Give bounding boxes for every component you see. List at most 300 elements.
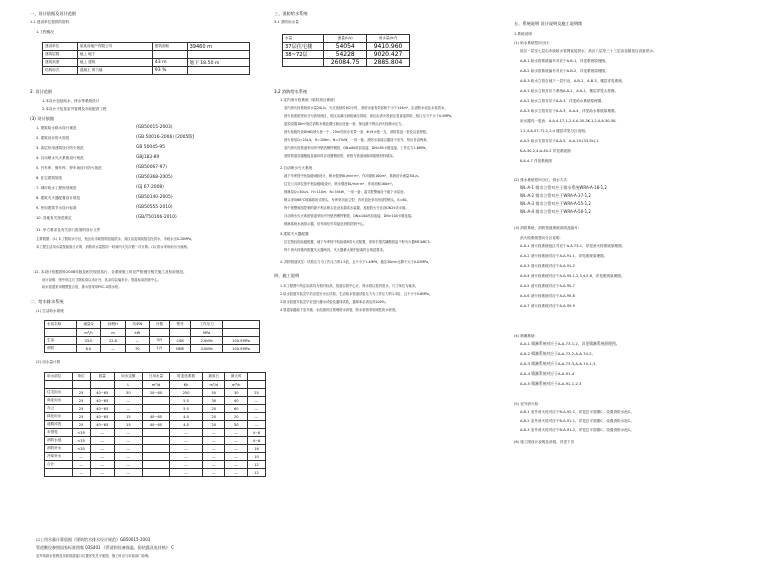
table-cell: 消防 xyxy=(45,345,77,353)
table-cell xyxy=(169,329,190,337)
code-name: 5. 汽车库、修车库、停车场设计防火规范 xyxy=(36,166,102,170)
text-line: A-B-2 室外消火栓对应于B-A-91-1，详见总平面图C，设置消防水池C。 xyxy=(520,419,634,423)
text-line: A-A-5 喷淋系统对应于A-A-91-1,2,3 xyxy=(520,381,582,386)
table-cell: 结构形式 xyxy=(43,67,78,75)
text-line: 自动喷水灭火系统管道采用内外壁热镀锌钢管，DN≤100丝扣连接，DN>100卡箍连接。 xyxy=(284,214,415,218)
text-line: K-A-30-2,4-A-40-2 详见系统图 xyxy=(520,149,571,153)
table-row xyxy=(283,35,410,43)
text-line: A-A-2 喷淋系统对应于A-A-73-2,A-A-74-2, xyxy=(520,351,593,356)
footnote: 以上用水量计算依据《建筑给水排水设计规范》GB50015-2003 xyxy=(36,537,151,542)
text-line: 喷淋系统水流指示器、信号阀信号均接至消防控制中心。 xyxy=(284,222,367,226)
table-cell xyxy=(142,397,170,405)
table-cell: m xyxy=(101,329,125,337)
table-row xyxy=(45,469,266,477)
table-cell xyxy=(72,381,90,389)
table-cell: 消防水池 xyxy=(45,437,73,445)
table-cell: <30 xyxy=(72,445,90,453)
code-number: (GB50067-97) xyxy=(136,165,167,170)
table-cell: 12 xyxy=(247,469,265,477)
table-cell: — xyxy=(247,413,265,421)
text-line: A-A-5 消火栓系统对应于A-A-95-7 xyxy=(520,284,575,288)
code-name: 2. 建筑设计防火规范 xyxy=(36,136,70,140)
table-cell: 冷却补水 xyxy=(45,453,73,461)
table-cell: — xyxy=(115,453,143,461)
text-line: 4. 消防管道试压：试验压力为工作压力的1.5倍，且不小于1.4MPa，稳压30min压降不大于0.05MPa。 xyxy=(280,260,432,264)
code-number: (GB50015-2003) xyxy=(136,125,173,130)
text-line: 消火栓箱内设DN65消火栓一个，25m衬胶水龙带一条，Φ19水枪一支，消防卷盘一套及启泵按钮。 xyxy=(284,130,430,134)
table-cell: 功率N xyxy=(125,321,149,329)
text-line: A-A-4 喷淋系统对应于A-A-91-4 xyxy=(520,371,575,376)
project-label: 1.工程概况 xyxy=(36,30,54,34)
table-row xyxy=(283,51,410,59)
table-row xyxy=(45,329,260,337)
table-cell: 22.8 xyxy=(101,337,125,345)
table-cell: 地下 18.50 m xyxy=(187,59,249,67)
table-cell xyxy=(187,67,249,75)
code-number: GB 50045-95 xyxy=(136,145,165,150)
item-title: (5) 室外消火栓： xyxy=(514,402,542,406)
table-cell: 250 xyxy=(170,389,203,397)
table-cell: — xyxy=(90,429,114,437)
table-cell: <35 xyxy=(72,429,90,437)
table-cell: — xyxy=(170,437,203,445)
table-cell: 43 m xyxy=(152,59,187,67)
text-line: 1.本工程图中所注标高均为相对标高，管道以管中心计，排水管以管内底计。尺寸单位为毫米。 xyxy=(280,284,419,288)
table-cell xyxy=(149,329,169,337)
table-cell: 25 xyxy=(72,405,90,413)
text-line: A-A-6 消火栓系统对应于A-A-95-8 xyxy=(520,294,575,298)
table-cell: — xyxy=(202,453,224,461)
table-cell: 20 xyxy=(202,413,224,421)
table-cell: 16 xyxy=(247,445,265,453)
table-cell: 2885.804 xyxy=(367,59,410,67)
table-row xyxy=(45,345,260,353)
table-cell: — xyxy=(90,469,114,477)
text-line: 消火栓系统竖向分为高低两区，低区由减压阀组减压供给，高区由消火栓加压泵直接供给，栓口压力不大于0.5MPa。 xyxy=(284,114,455,118)
table-cell xyxy=(247,381,265,389)
table-cell: 25 xyxy=(72,421,90,429)
table-cell: 40~65 xyxy=(142,413,170,421)
code-name: 10. 其他有关规范规定 xyxy=(36,216,72,220)
subsection-title: (1) 生活给水系统 xyxy=(36,309,64,313)
table-cell: CSB xyxy=(169,337,190,345)
code-name: 7. 城市给水工程规划规范 xyxy=(36,186,77,190)
table-row xyxy=(43,59,250,67)
table-row xyxy=(45,397,266,405)
table-cell: 1台 xyxy=(149,345,169,353)
text-line: A-B-1 给水管系统编号对应于A-B-1，详见系统原理图。 xyxy=(520,59,609,63)
item-subtitle: 消火栓系统竖向分区说明： xyxy=(520,236,564,240)
item-title: (4) 喷淋系统： xyxy=(514,334,539,338)
table-cell: 时变化系数 xyxy=(170,373,203,381)
table-cell xyxy=(283,59,324,67)
section-title: 四、施工说明 xyxy=(274,273,300,278)
table-row xyxy=(45,373,266,381)
table-cell: 40~65 xyxy=(90,413,114,421)
water-table xyxy=(44,372,266,477)
table-cell: 20 xyxy=(202,405,224,413)
table-cell: — xyxy=(125,337,149,345)
table-cell: Kh xyxy=(170,381,203,389)
table-cell: m³/d xyxy=(202,381,224,389)
table-cell: — xyxy=(225,445,247,453)
subsection-title: (2) 用水量计算 xyxy=(36,360,61,364)
table-row xyxy=(43,43,250,51)
code-number: (GB 50016-2006) [2005版] xyxy=(136,135,195,140)
table-cell: 30 xyxy=(225,421,247,429)
table-cell xyxy=(142,469,170,477)
table-cell: — xyxy=(225,453,247,461)
table-cell: — xyxy=(247,421,265,429)
table-cell: 扬程H xyxy=(101,321,125,329)
table-cell: 用水量(m³) xyxy=(367,35,410,43)
text-line: 11. 甲方要求及有关部门批准的设计文件 xyxy=(36,228,101,232)
table-cell xyxy=(90,381,114,389)
subsection-title: 3.2 消防给水系统 xyxy=(274,89,308,94)
table-row xyxy=(45,453,266,461)
table-cell: 30 xyxy=(115,389,143,397)
text-line: 12. 本设计依据国家2008年版及相关规范执行，各系统施工时应严格遵守相关施工及验收规范。 xyxy=(34,270,187,274)
table-cell: 50 xyxy=(202,389,224,397)
table-cell: 54228 xyxy=(324,51,367,59)
table-cell: 6.0 xyxy=(76,345,101,353)
table-cell: 4~6 xyxy=(247,429,265,437)
code-number: (GB50368-2005) xyxy=(136,175,173,180)
footnote: 室外给排水管网及市政管道接口位置详见总平面图，施工时应与市政部门协调。 xyxy=(36,554,152,558)
table-cell: 20 xyxy=(225,413,247,421)
subsection-title: 3.1 消防用水量 xyxy=(274,20,299,24)
table-row xyxy=(45,445,266,453)
code-name: 4. 自动喷水灭火系统设计规范 xyxy=(36,156,84,160)
table-cell: 混凝土 剪力墙 xyxy=(77,67,152,75)
table-row xyxy=(283,43,410,51)
table-cell: m³/h xyxy=(76,329,101,337)
table-cell: — xyxy=(115,445,143,453)
table-cell: — xyxy=(225,469,247,477)
table-cell xyxy=(247,373,265,381)
table-cell: 70 xyxy=(125,345,149,353)
text-line: A-B-3 给水立管自地下一层引出，A-B-2，A-B-3，楼层详见系统。 xyxy=(520,79,626,83)
table-cell xyxy=(142,453,170,461)
table-cell: 93 % xyxy=(152,67,187,75)
table-cell xyxy=(142,461,170,469)
table-cell: — xyxy=(170,429,203,437)
table-cell xyxy=(142,405,170,413)
table-cell: — xyxy=(202,437,224,445)
table-cell: 日用水量 xyxy=(142,373,170,381)
table-cell: 流量(L/s) xyxy=(324,35,367,43)
paragraph-title: 1.室内消火栓系统（临时高压系统） xyxy=(280,98,338,102)
paragraph-title: 3.建筑灭火器配置 xyxy=(280,232,309,236)
table-cell: 道路冲洗 xyxy=(45,421,73,429)
item-title: (3) 消防系统，消防管道系统说明及编号: xyxy=(514,226,579,230)
table-cell: 40~65 xyxy=(90,405,114,413)
table-cell xyxy=(45,469,73,477)
table-cell: 绿化用水 xyxy=(45,413,73,421)
table-cell xyxy=(222,321,259,329)
table-cell: — xyxy=(90,461,114,469)
subsection-title: 1.系统说明 xyxy=(514,32,532,36)
text-line: A-A-3 给水立管对应于A-A-3，A-A-4，详见给水系统原理图。 xyxy=(520,109,619,113)
table-cell: 地上 建筑 xyxy=(77,59,152,67)
table-row xyxy=(45,429,266,437)
table-row xyxy=(45,461,266,469)
item-title: (2) 排水系统竖向分区，排水方式： xyxy=(514,178,571,182)
text-line: K-A-4-7 详见系统图 xyxy=(520,159,552,163)
table-cell: <35 xyxy=(72,437,90,445)
table-cell: m³/h xyxy=(225,381,247,389)
text-line: 地下车库按中危险级II级设计，喷水强度8L/min·m²，作用面积160m²，系统设计流量30L/s。 xyxy=(284,174,422,178)
table-cell: 最高日 xyxy=(202,373,224,381)
table-cell: — xyxy=(170,453,203,461)
fire-table xyxy=(282,34,410,67)
table-cell: — xyxy=(247,397,265,405)
table-row xyxy=(45,389,266,397)
table-cell: kW xyxy=(125,329,149,337)
table-cell: L xyxy=(115,381,143,389)
table-cell: 单位 xyxy=(72,373,90,381)
table-cell: 办公 xyxy=(45,405,73,413)
table-cell: — xyxy=(170,469,203,477)
table-cell: — xyxy=(115,437,143,445)
text-line: A-A-2 给水立管对应于A-A-3，详见给水系统原理图。 xyxy=(520,99,605,103)
text-line: A-B-1 室外消火栓对应于B-A-92-1，详见总平面图C，设置消防水池C。 xyxy=(520,410,634,414)
text-line: 给水管道采用钢塑复合管，排水管采用PVC-U排水管。 xyxy=(42,285,122,289)
table-cell: 建筑高度 xyxy=(43,59,78,67)
section-title: 三、消防给水系统 xyxy=(274,11,308,16)
table-cell: 用水部位 xyxy=(45,373,73,381)
table-cell: 未预见 xyxy=(45,429,73,437)
item-title: (1) 给水系统竖向分区： xyxy=(514,41,553,45)
table-cell: 3.0kPa xyxy=(191,345,223,353)
table-cell: — xyxy=(90,437,114,445)
table-cell: 40~65 xyxy=(90,421,114,429)
text-line: 每个报警阀组控制的最不利点喷头处设末端试水装置，其他防火分区设DN25试水阀。 xyxy=(284,206,409,210)
table-cell: MPa xyxy=(191,329,223,337)
table-cell: 40~65 xyxy=(142,421,170,429)
table-cell: 住宅用水 xyxy=(45,389,73,397)
section-title: (3) 设计依据 xyxy=(30,116,55,121)
text-line: 4.管道穿越地下室外墙、水池壁时应预埋防水套管，防水套管采用刚性防水套管。 xyxy=(280,308,399,312)
text-line: A-A-3 消火栓系统对应于A-A-91-2 xyxy=(520,264,575,268)
code-name: 1. 建筑给水排水设计规范 xyxy=(36,126,77,130)
table-row xyxy=(43,67,250,75)
code-number: GBJ183-89 xyxy=(136,155,160,160)
text-line: WL-A-2 排水立管对应于WRA-A-37-1,2 xyxy=(520,193,591,198)
table-cell: — xyxy=(90,453,114,461)
table-cell: 20 xyxy=(202,421,224,429)
table-cell: 水量 xyxy=(283,35,324,43)
text-line: A-A-4 消火栓系统对应于A-A-95-1,2,3,4,5,6，详见系统原理图。 xyxy=(520,274,625,278)
table-cell: — xyxy=(247,405,265,413)
table-cell: 40~65 xyxy=(90,389,114,397)
table-cell: 3台 xyxy=(149,337,169,345)
code-name: 3. 高层民用建筑设计防火规范 xyxy=(36,146,84,150)
table-row xyxy=(45,405,266,413)
table-cell: — xyxy=(202,469,224,477)
text-line: 每个消火栓箱内配置灭火器两具，灭火器最大保护距离符合规范要求。 xyxy=(284,248,387,252)
section-title: 五、系统说明 设计说明及施工说明续 xyxy=(514,21,583,26)
table-cell: 建设单位 xyxy=(43,43,78,51)
table-cell: 10 xyxy=(247,453,265,461)
text-line: WL-A-4 排水立管对应于WRA-A-56-1,2 xyxy=(520,209,591,214)
text-line: 消防管道穿越楼板及墙体时应设置钢套管，套管与管道间隙用阻燃材料填实。 xyxy=(284,154,397,158)
text-line: 住宅公共部位按中危险级I级设计，喷水强度6L/min·m²，作用面积160m²。 xyxy=(284,182,396,186)
table-cell: 40~65 xyxy=(90,397,114,405)
table-cell: — xyxy=(202,445,224,453)
table-cell: 工作压力 xyxy=(191,321,223,329)
table-cell: m³/d xyxy=(142,381,170,389)
table-cell: — xyxy=(115,405,143,413)
table-cell: — xyxy=(115,429,143,437)
table-row xyxy=(45,413,266,421)
table-cell: — xyxy=(90,445,114,453)
text-line: 喷淋泵Q=30L/s，H=110m，N=55kW，一用一备；湿式报警阀设于地下水泵房。 xyxy=(284,190,407,194)
text-line: A-A-5 给水支管对应于A-A-5，A-A-19-(33,5k)-1 xyxy=(520,139,599,143)
table-row xyxy=(283,59,410,67)
table-cell: 9410.960 xyxy=(367,43,410,51)
table-cell xyxy=(222,329,259,337)
table-cell: — xyxy=(72,469,90,477)
table-cell: — xyxy=(101,345,125,353)
text-line: A-B-3 室外消火栓对应于B-A-91-2，详见总平面图C，设置消防水池C。 xyxy=(520,428,634,432)
table-cell: 型号 xyxy=(169,321,190,329)
table-cell: 100.5MPa xyxy=(222,345,259,353)
table-cell: 40 xyxy=(225,397,247,405)
table-cell: — xyxy=(225,437,247,445)
table-cell: 最大时 xyxy=(225,373,247,381)
table-cell: 54054 xyxy=(324,43,367,51)
table-cell: 合计 xyxy=(45,461,73,469)
table-cell xyxy=(142,445,170,453)
code-number: (GB50140-2005) xyxy=(136,195,173,200)
text-line: 室内消火栓管道采用内外壁热镀锌钢管，DN≤80丝扣连接，DN>80卡箍连接，工作压力1.6MPa。 xyxy=(284,146,429,150)
text-line: WL-A-1 排水立管对应于排水系统WRA-A-18-1,2 xyxy=(520,185,607,190)
table-cell: 台数 xyxy=(149,321,169,329)
table-cell: 用水定额 xyxy=(115,373,143,381)
text-line: 设计说明：图中所注尺寸除标高以米计外，其余均以毫米计。管道标高指管中心。 xyxy=(42,278,161,282)
table-cell: 39460 m xyxy=(187,43,249,51)
text-line: 主要数据：(1) 本工程给水分区，低区由市政管网直接供水，高区由变频泵组加压供水，市政水压0.20MPa。 xyxy=(36,237,195,241)
table-cell xyxy=(45,329,77,337)
table-cell: 30 xyxy=(225,389,247,397)
text-line: 2.给水管道安装完毕后应进行水压试验，生活给水管道试验压力为工作压力的1.5倍，且不小于0.6MPa。 xyxy=(280,292,433,296)
text-line: A-A-3 喷淋系统对应于A-A-73-3,A-A-74-1,3, xyxy=(520,361,597,366)
table-cell: — xyxy=(202,461,224,469)
table-cell: 37层住宅楼 xyxy=(283,43,324,51)
text-line: 低区一层至七层由市政给水管网直接供水，高区八层至三十三层由变频加压设备供水。 xyxy=(520,49,657,53)
table-cell: 38~72层 xyxy=(283,51,324,59)
text-line: A-A-7 消火栓系统对应于A-A-95-9 xyxy=(520,304,575,308)
table-row xyxy=(45,337,260,345)
text-line: A-A-2 消火栓系统对应于A-A-91-1，详见系统原理图。 xyxy=(520,254,608,258)
table-cell: 25 xyxy=(247,389,265,397)
table-row xyxy=(45,381,266,389)
table-cell: 60 xyxy=(225,405,247,413)
table-cell: NME xyxy=(169,345,190,353)
text-line: 室内消火栓系统用水量20L/s，火灾延续时间2小时，消防水池有效容积不小于144m³，由消防水池及水泵供水。 xyxy=(284,106,448,110)
table-cell: — xyxy=(115,461,143,469)
code-number: (GB50555-2010) xyxy=(136,205,173,210)
table-cell: 12 xyxy=(247,461,265,469)
table-cell: 100.5MPa xyxy=(222,337,259,345)
text-line: 住宅按轻危险级配置，地下车库按中危险级B类火灾配置，采用手提式磷酸铵盐干粉灭火器MF/ABC3。 xyxy=(284,240,433,244)
text-line: 1,2,4-A-57-72-1,2,4 楼层详见分区说明。 xyxy=(520,129,589,133)
table-cell: — xyxy=(225,429,247,437)
footnote: 管道敷设参照国家标准图集 03S401 《管道和设备保温、防结露及电伴热》 C xyxy=(36,545,174,550)
table-cell xyxy=(142,437,170,445)
table-cell: 建筑层数 xyxy=(43,51,78,59)
text-line: A-A-1 喷淋系统对应于A-A-73-1,2，详见喷淋系统原理图。 xyxy=(520,341,620,346)
text-line: 1.本设计包括给水、排水等系统设计 xyxy=(42,99,100,103)
pump-table xyxy=(44,320,260,353)
code-name: 9. 民用建筑节水设计标准 xyxy=(36,206,77,210)
project-table xyxy=(42,42,250,75)
table-cell: 某某房地产有限公司 xyxy=(77,43,152,51)
table-cell: 商业用水 xyxy=(45,397,73,405)
table-cell: 2.0kPa xyxy=(191,337,223,345)
table-cell: 数量 xyxy=(90,373,114,381)
code-name: 6. 住宅建筑规范 xyxy=(36,176,63,180)
table-cell: — xyxy=(225,461,247,469)
table-cell: 20~60 xyxy=(142,389,170,397)
text-line: 2.本设计不包括室外管网及市政配套工程 xyxy=(42,107,107,111)
table-cell: 流量Q xyxy=(76,321,101,329)
table-cell: 4.0 xyxy=(170,413,203,421)
table-cell: 5.0 xyxy=(170,397,203,405)
table-cell: 9020.427 xyxy=(367,51,410,59)
table-cell xyxy=(45,381,73,389)
table-cell: 15 xyxy=(115,413,143,421)
table-row xyxy=(45,421,266,429)
table-cell: 26084.75 xyxy=(324,59,367,67)
text-line: 本工程生活用水量按最高日计算，消防用水量按同一时间内火灾次数一次计算。(2) 排水采用雨污分流制。 xyxy=(36,245,191,249)
table-cell: — xyxy=(170,445,203,453)
text-line: 喷头采用68℃玻璃球闭式喷头，车库采用直立型，有吊顶处采用吊顶型喷头，K=80。 xyxy=(284,198,410,202)
table-cell: 建筑面积 xyxy=(152,43,187,51)
text-line: 屋顶设置18m³高位消防水箱及增压稳压设备一套，保证最不利点消火栓静水压力。 xyxy=(284,122,405,126)
text-line: WL-A-3 排水立管对应于WRA-A-55-1,2 xyxy=(520,201,591,206)
table-cell: 4~6 xyxy=(247,437,265,445)
table-cell: 25 xyxy=(72,389,90,397)
table-cell: 4.0 xyxy=(170,421,203,429)
text-line: 3.排水管道安装完毕应进行灌水试验及通球试验，通球率必须达到100%。 xyxy=(280,300,389,304)
table-cell: — xyxy=(72,461,90,469)
table-cell: 水泵名称 xyxy=(45,321,77,329)
paragraph-title: 2.自动喷水灭火系统 xyxy=(280,166,313,170)
table-cell: 消防补水 xyxy=(45,445,73,453)
table-cell: 地上 地下 xyxy=(77,51,152,59)
table-cell: — xyxy=(115,397,143,405)
table-cell: 25 xyxy=(72,397,90,405)
table-cell: 30 xyxy=(202,397,224,405)
subsection-title: 1.1 建设单位提供的资料 xyxy=(30,20,70,24)
table-cell xyxy=(142,429,170,437)
code-number: (GB/T50106-2010) xyxy=(136,215,177,220)
section-title: 一、设计依据及设计范围 xyxy=(30,11,77,16)
table-cell: 5.0 xyxy=(170,405,203,413)
table-cell: 25 xyxy=(72,413,90,421)
table-row xyxy=(43,51,250,59)
table-cell: — xyxy=(170,461,203,469)
table-cell: 生活 xyxy=(45,337,77,345)
text-line: 消火栓泵Q=20L/s，H=108m，N=37kW，一用一备；消防水泵接合器设于室外，每区各设两套。 xyxy=(284,138,430,142)
table-row xyxy=(45,437,266,445)
table-cell: — xyxy=(72,453,90,461)
item-title: (6) 施工图设计说明及说明，详见下页 xyxy=(514,440,575,444)
section-title: 2. 设计范围 xyxy=(30,89,53,94)
code-name: 8. 建筑灭火器配置设计规范 xyxy=(36,196,81,200)
